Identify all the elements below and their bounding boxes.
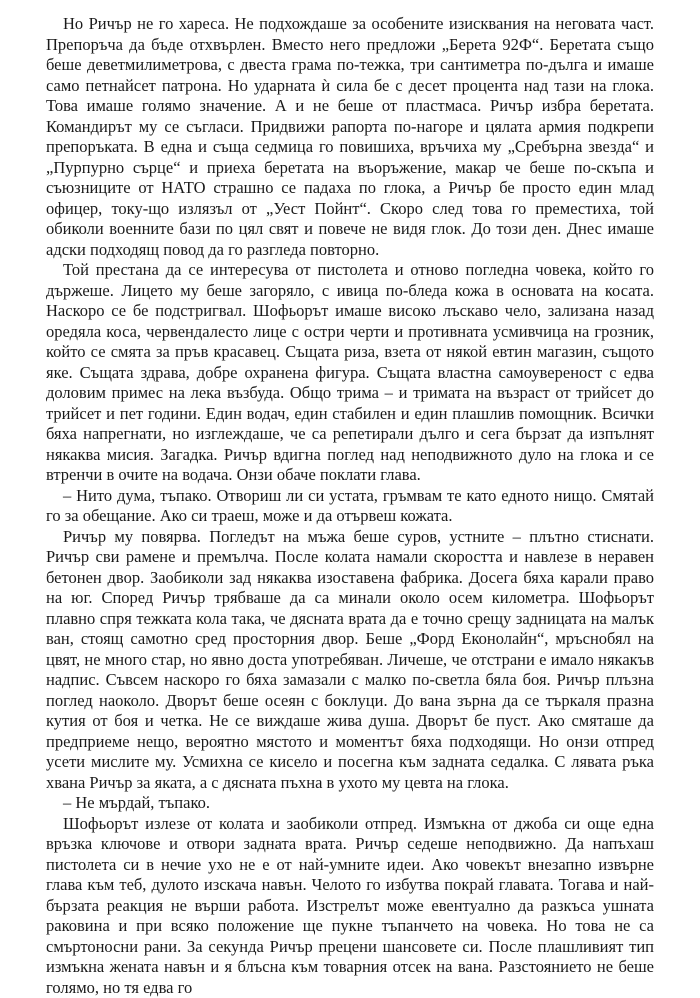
paragraph-2: Той престана да се интересува от пистолета и отново погледна човека, който го държеше. Лицето му беше загоряло, с ивица по-бледа кожа в основата на косата. Наскоро се бе подстригвал. Шофьорът имаше високо лъскаво чело, зализана назад оредяла коса, червендалесто лице с остри черти и противната усмивчица на грозник, който се смята за пръв красавец. Същата риза, взета от някой евтин магазин, същото яке. Същата здрава, добре охранена фигура. Същата властна самоувереност с едва доловим примес на лека възбуда. Общо трима – и тримата на възраст от трийсет до трийсет и пет години. Един водач, един стабилен и един плашлив помощник. Всички бяха напрегнати, но изглеждаше, че са репетирали дълго и сега бързат да изпълнят някаква мисия. Загадка. Ричър вдигна поглед над неподвижното дуло на глока и се втренчи в очите на водача. Онзи обаче поклати глава. [46, 260, 654, 486]
paragraph-3-dialogue: – Нито дума, тъпако. Отвориш ли си устата, гръмвам те като едното нищо. Смятай го за обещание. Ако си траеш, може и да отървеш кожата. [46, 486, 654, 527]
paragraph-4: Ричър му повярва. Погледът на мъжа беше суров, устните – плътно стиснати. Ричър сви рамене и премълча. После колата намали скоростта и навлезе в неравен бетонен двор. Заобиколи зад някаква изоставена фабрика. Досега бяха карали право на юг. Според Ричър трябваше да са минали около осем километра. Шофьорът плавно спря тежката кола така, че дясната врата да е точно срещу задницата на малък ван, стоящ самотно сред просторния двор. Беше „Форд Еконолайн“, мръснобял на цвят, не много стар, но явно доста употребяван. Личеше, че отстрани е имало някакъв надпис. Съвсем наскоро го бяха замазали с малко по-светла бяла боя. Ричър плъзна поглед наоколо. Дворът беше осеян с боклуци. До вана зърна да се търкаля празна кутия от боя и четка. Не се виждаше жива душа. Дворът бе пуст. Ако смяташе да предприеме нещо, вероятно мястото и моментът бяха подходящи. Но онзи отпред усети мислите му. Усмихна се кисело и посегна към задната седалка. С лявата ръка хвана Ричър за яката, а с дясната пъхна в ухото му цевта на глока. [46, 527, 654, 794]
paragraph-1: Но Ричър не го хареса. Не подхождаше за особените изисквания на неговата част. Препоръча да бъде отхвърлен. Вместо него предложи „Берета 92Ф“. Беретата също беше деветмилиметрова, с двеста грама по-тежка, три сантиметра по-дълга и имаше само петнайсет патрона. Но ударната ѝ сила бе с десет процента над тази на глока. Това имаше голямо значение. А и не беше от пластмаса. Ричър избра беретата. Командирът му се съгласи. Придвижи рапорта по-нагоре и цялата армия подкрепи препоръката. В една и съща седмица го повишиха, връчиха му „Сребърна звезда“ и „Пурпурно сърце“ и приеха беретата на въоръжение, макар че беше по-скъпа и съюзниците от НАТО страшно се падаха по глока, а Ричър бе просто един млад офицер, току-що излязъл от „Уест Пойнт“. Скоро след това го преместиха, той обиколи военните бази по цял свят и повече не видя глок. До този ден. Днес имаше адски подходящ повод да го разгледа повторно. [46, 14, 654, 260]
paragraph-6: Шофьорът излезе от колата и заобиколи отпред. Измъкна от джоба си още една връзка ключове и отвори задната врата. Ричър седеше неподвижно. Да напъхаш пистолета си в нечие ухо не е от най-умните идеи. Ако човекът внезапно извърне глава към теб, дулото изскача навън. Челото го избутва покрай главата. Тогава и най-бързата реакция не върши работа. Изстрелът може евентуално да разкъса ушната раковина и при всяко положение ще пукне тъпанчето на човека. Но това не са смъртоносни рани. За секунда Ричър прецени шансовете си. После плашливият тип измъкна жената навън и я блъсна към товарния отсек на вана. Разстоянието не беше голямо, но тя едва го [46, 814, 654, 998]
paragraph-5-dialogue: – Не мърдай, тъпако. [46, 793, 654, 814]
